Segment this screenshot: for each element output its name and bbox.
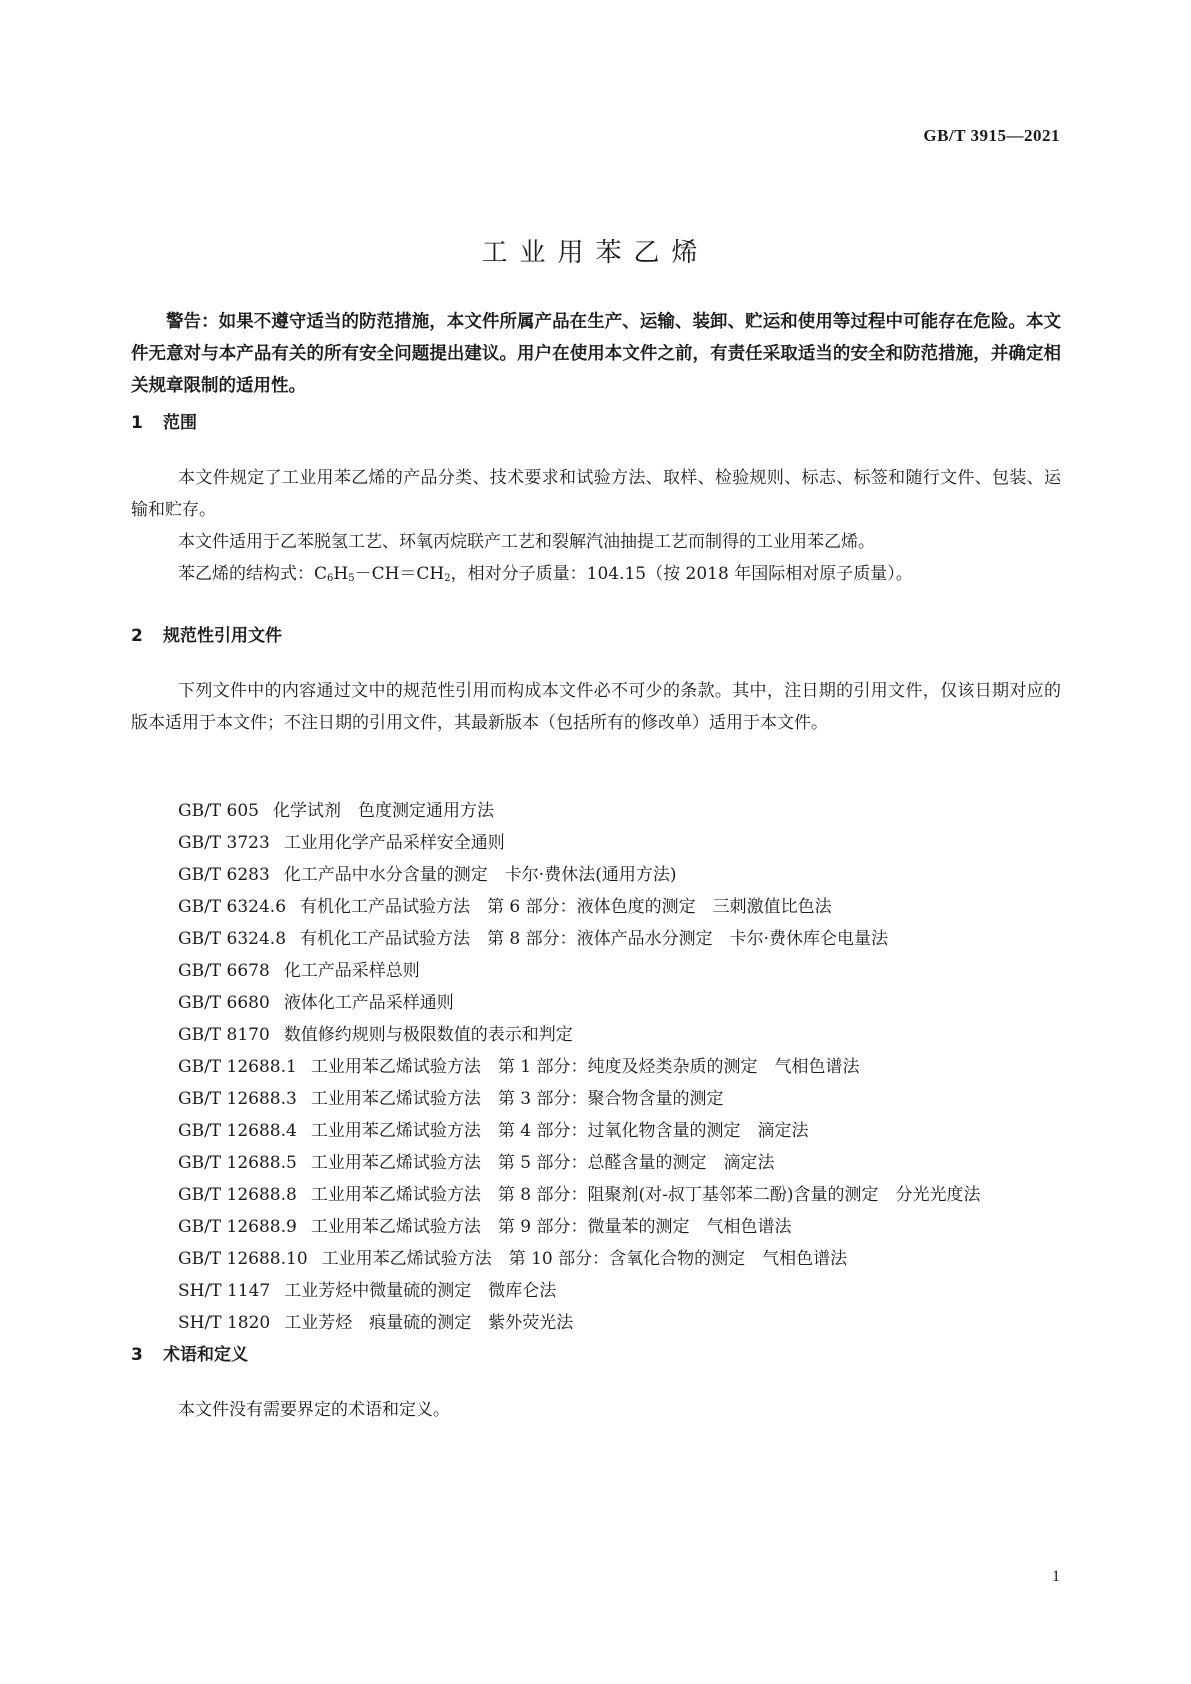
formula-label: 苯乙烯的结构式： (178, 564, 314, 584)
reference-code: GB/T 6324.6 (178, 897, 287, 917)
scope-paragraph-2: 本文件适用于乙苯脱氢工艺、环氧丙烷联产工艺和裂解汽油抽提工艺而制得的工业用苯乙烯。 (178, 532, 875, 552)
reference-code: GB/T 6678 (178, 961, 270, 981)
reference-title: 化工产品中水分含量的测定 卡尔·费休法(通用方法) (283, 865, 677, 885)
reference-item (131, 827, 1061, 859)
reference-title: 工业用苯乙烯试验方法 第 10 部分：含氧化合物的测定 气相色谱法 (321, 1249, 848, 1269)
reference-code: SH/T 1147 (178, 1281, 271, 1301)
molecular-mass-text: ，相对分子质量：104.15（按 2018 年国际相对原子质量）。 (450, 564, 913, 584)
reference-code: GB/T 3723 (178, 833, 270, 853)
warning-paragraph: 警告：如果不遵守适当的防范措施，本文件所属产品在生产、运输、装卸、贮运和使用等过程中可能存在危险。本文件无意对与本产品有关的所有安全问题提出建议。用户在使用本文件之前，有责任采取适当的安全和防范措施，并确定相关规章限制的适用性。 (131, 312, 1061, 396)
reference-item (131, 1211, 1061, 1243)
reference-item (131, 1083, 1061, 1115)
reference-title: 工业用苯乙烯试验方法 第 4 部分：过氧化物含量的测定 滴定法 (310, 1121, 809, 1141)
reference-item (131, 1179, 1061, 1211)
reference-title: 工业用苯乙烯试验方法 第 5 部分：总醛含量的测定 滴定法 (310, 1153, 775, 1173)
structural-formula: $C_6H_5-CH=CH_2$ (314, 564, 451, 584)
section-1-heading (131, 408, 197, 433)
reference-title: 化工产品采样总则 (283, 961, 420, 981)
scope-paragraph-3 (131, 558, 1061, 595)
section-number: 1 (131, 413, 143, 433)
reference-code: GB/T 6324.8 (178, 929, 287, 949)
reference-list (131, 795, 1061, 1339)
reference-code: GB/T 12688.9 (178, 1217, 297, 1237)
reference-item (131, 1115, 1061, 1147)
standard-code: GB/T 3915—2021 (923, 126, 1060, 145)
section-number: 3 (131, 1345, 143, 1365)
reference-item (131, 1051, 1061, 1083)
reference-item (131, 891, 1061, 923)
section-2-heading (131, 621, 282, 646)
scope-paragraph-1: 本文件规定了工业用苯乙烯的产品分类、技术要求和试验方法、取样、检验规则、标志、标签和随行文件、包装、运输和贮存。 (131, 468, 1061, 520)
reference-title: 工业芳烃 痕量硫的测定 紫外荧光法 (284, 1313, 574, 1333)
section-title: 术语和定义 (163, 1345, 248, 1365)
page-number: 1 (1052, 1568, 1060, 1585)
reference-item (131, 955, 1061, 987)
reference-code: SH/T 1820 (178, 1313, 271, 1333)
reference-item (131, 1147, 1061, 1179)
reference-code: GB/T 12688.1 (178, 1057, 297, 1077)
reference-title: 化学试剂 色度测定通用方法 (273, 801, 494, 821)
reference-item (131, 795, 1061, 827)
normative-references-intro: 下列文件中的内容通过文中的规范性引用而构成本文件必不可少的条款。其中，注日期的引用文件，仅该日期对应的版本适用于本文件；不注日期的引用文件，其最新版本（包括所有的修改单）适用于本文件。 (131, 681, 1061, 733)
section-number: 2 (131, 626, 143, 646)
section-title: 范围 (163, 413, 197, 433)
reference-code: GB/T 12688.4 (178, 1121, 297, 1141)
reference-title: 有机化工产品试验方法 第 6 部分：液体色度的测定 三刺激值比色法 (300, 897, 832, 917)
reference-code: GB/T 12688.8 (178, 1185, 297, 1205)
reference-item (131, 859, 1061, 891)
reference-title: 液体化工产品采样通则 (283, 993, 454, 1013)
reference-code: GB/T 6283 (178, 865, 270, 885)
reference-title: 有机化工产品试验方法 第 8 部分：液体产品水分测定 卡尔·费休库仑电量法 (300, 929, 889, 949)
terms-paragraph: 本文件没有需要界定的术语和定义。 (178, 1400, 450, 1420)
reference-item (131, 1243, 1061, 1275)
reference-code: GB/T 12688.10 (178, 1249, 308, 1269)
reference-title: 工业用苯乙烯试验方法 第 9 部分：微量苯的测定 气相色谱法 (310, 1217, 792, 1237)
reference-item (131, 923, 1061, 955)
reference-code: GB/T 6680 (178, 993, 270, 1013)
reference-title: 数值修约规则与极限数值的表示和判定 (283, 1025, 573, 1045)
document-title: 工业用苯乙烯 (481, 238, 710, 268)
section-title: 规范性引用文件 (163, 626, 282, 646)
reference-code: GB/T 8170 (178, 1025, 270, 1045)
reference-item (131, 1275, 1061, 1307)
reference-title: 工业用苯乙烯试验方法 第 8 部分：阻聚剂(对-叔丁基邻苯二酚)含量的测定 分光光度法 (310, 1185, 981, 1205)
reference-title: 工业用化学产品采样安全通则 (283, 833, 505, 853)
reference-code: GB/T 12688.3 (178, 1089, 297, 1109)
reference-item (131, 1019, 1061, 1051)
reference-title: 工业用苯乙烯试验方法 第 1 部分：纯度及烃类杂质的测定 气相色谱法 (310, 1057, 860, 1077)
reference-title: 工业芳烃中微量硫的测定 微库仑法 (284, 1281, 557, 1301)
reference-code: GB/T 605 (178, 801, 259, 821)
reference-title: 工业用苯乙烯试验方法 第 3 部分：聚合物含量的测定 (310, 1089, 724, 1109)
reference-code: GB/T 12688.5 (178, 1153, 297, 1173)
reference-item (131, 987, 1061, 1019)
section-3-heading (131, 1340, 248, 1365)
reference-item (131, 1307, 1061, 1339)
